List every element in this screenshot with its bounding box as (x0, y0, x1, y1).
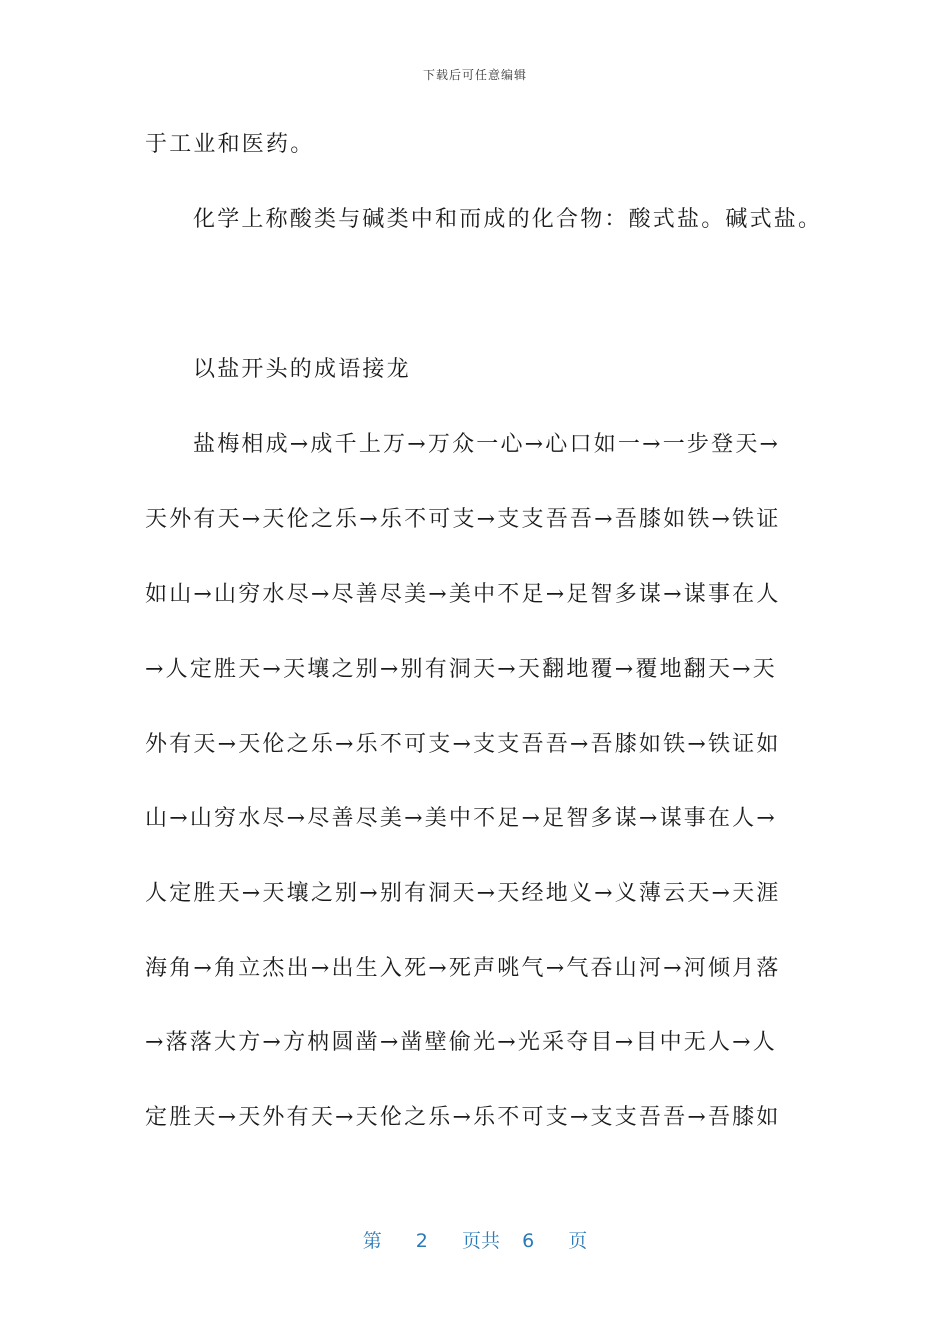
section-heading: 以盐开头的成语接龙 (193, 357, 411, 382)
body-line-9: 山→山穷水尽→尽善尽美→美中不足→足智多谋→谋事在人→ (145, 806, 778, 831)
page-header: 下载后可任意编辑 (422, 68, 527, 82)
body-line-2: 化学上称酸类与碱类中和而成的化合物：酸式盐。碱式盐。 (193, 207, 823, 232)
body-line-6: 如山→山穷水尽→尽善尽美→美中不足→足智多谋→谋事在人 (145, 582, 781, 607)
body-line-13: 定胜天→天外有天→天伦之乐→乐不可支→支支吾吾→吾膝如 (145, 1105, 781, 1130)
body-line-11: 海角→角立杰出→出生入死→死声咷气→气吞山河→河倾月落 (145, 956, 781, 981)
page-prefix: 第 (362, 1230, 382, 1252)
page-total: 6 (522, 1230, 535, 1252)
page-suffix: 页 (568, 1230, 588, 1252)
body-line-10: 人定胜天→天壤之别→别有洞天→天经地义→义薄云天→天涯 (145, 881, 781, 906)
body-line-4: 盐梅相成→成千上万→万众一心→心口如一→一步登天→ (193, 432, 781, 457)
page-number-footer (0, 1226, 950, 1253)
body-line-12: →落落大方→方枘圆凿→凿壁偷光→光采夺目→目中无人→人 (145, 1030, 778, 1055)
page-current: 2 (415, 1230, 428, 1252)
body-line-7: →人定胜天→天壤之别→别有洞天→天翻地覆→覆地翻天→天 (145, 657, 778, 682)
body-line-5: 天外有天→天伦之乐→乐不可支→支支吾吾→吾膝如铁→铁证 (145, 507, 781, 532)
body-line-8: 外有天→天伦之乐→乐不可支→支支吾吾→吾膝如铁→铁证如 (145, 732, 781, 757)
page-middle: 页共 (461, 1230, 500, 1252)
body-line-1: 于工业和医药。 (145, 132, 315, 157)
